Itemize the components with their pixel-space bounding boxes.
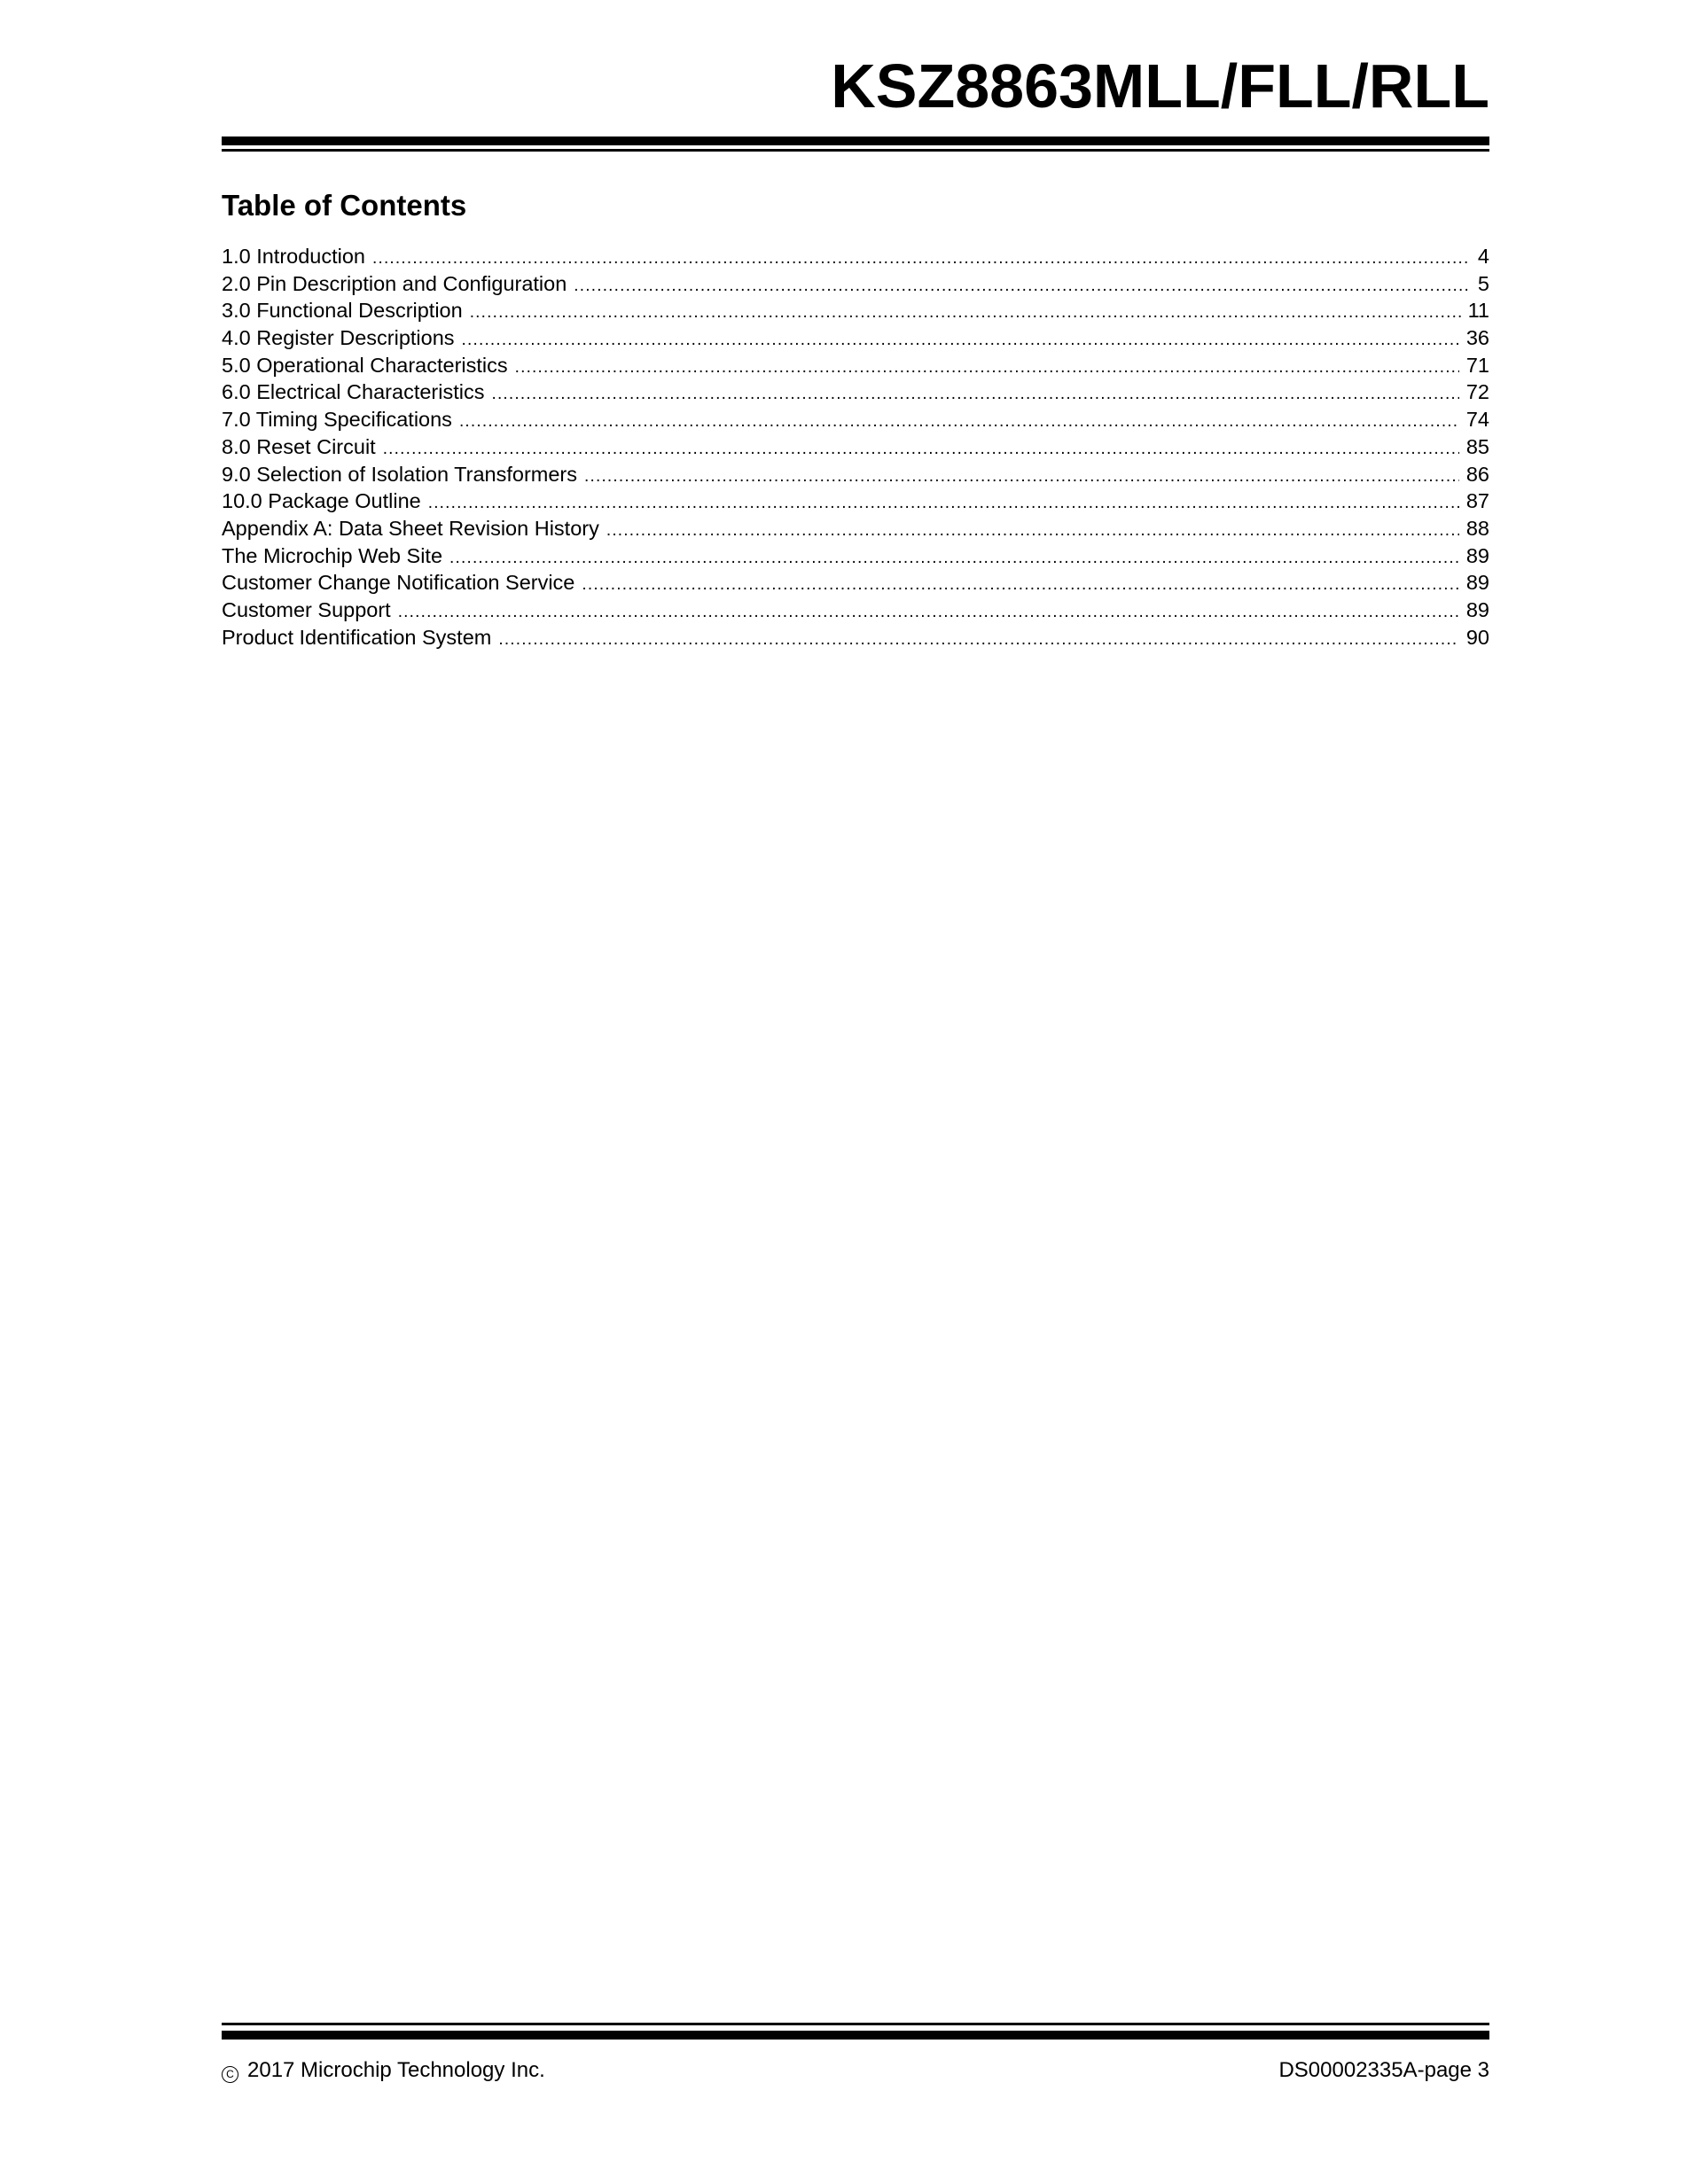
toc-leader-dots: [398, 599, 1459, 624]
toc-entry-title: 8.0 Reset Circuit: [222, 434, 376, 458]
toc-entry-page: 4: [1477, 245, 1489, 268]
toc-entry-title: Customer Change Notification Service: [222, 571, 575, 595]
toc-leader-dots: [459, 409, 1459, 433]
toc-entry-title: 5.0 Operational Characteristics: [222, 353, 508, 377]
toc-entry-page: 71: [1465, 353, 1489, 377]
toc-entry[interactable]: [222, 515, 1489, 542]
document-title: KSZ8863MLL/FLL/RLL: [831, 51, 1489, 121]
toc-entry[interactable]: [222, 243, 1489, 270]
copyright-icon: C: [222, 2066, 238, 2083]
footer-rule-thin: [222, 2023, 1489, 2025]
toc-entry-title: The Microchip Web Site: [222, 543, 443, 567]
toc-leader-dots: [449, 545, 1459, 570]
toc-leader-dots: [515, 355, 1459, 379]
header-rule-thin: [222, 149, 1489, 152]
toc-entry-page: 85: [1465, 434, 1489, 458]
toc-entry[interactable]: [222, 461, 1489, 488]
toc-entry[interactable]: [222, 433, 1489, 461]
footer-copyright-text: 2017 Microchip Technology Inc.: [247, 2058, 545, 2082]
toc-entry[interactable]: [222, 488, 1489, 515]
toc-leader-dots: [574, 273, 1471, 298]
toc-leader-dots: [582, 572, 1458, 597]
toc-entry[interactable]: [222, 270, 1489, 298]
toc-leader-dots: [584, 464, 1459, 488]
toc-entry-page: 86: [1465, 462, 1489, 486]
toc-list: [222, 243, 1489, 651]
toc-leader-dots: [470, 300, 1461, 324]
toc-entry-page: 72: [1465, 380, 1489, 404]
toc-entry-title: Customer Support: [222, 597, 391, 621]
toc-entry[interactable]: [222, 297, 1489, 324]
toc-leader-dots: [462, 327, 1459, 352]
toc-entry-page: 87: [1465, 489, 1489, 513]
toc-leader-dots: [428, 490, 1459, 515]
footer-rule-thick: [222, 2031, 1489, 2040]
toc-entry[interactable]: [222, 352, 1489, 379]
toc-entry[interactable]: [222, 378, 1489, 406]
toc-entry-title: 1.0 Introduction: [222, 245, 365, 268]
toc-leader-dots: [606, 518, 1459, 542]
toc-entry-title: Product Identification System: [222, 625, 492, 649]
toc-entry[interactable]: [222, 624, 1489, 651]
toc-entry-page: 36: [1465, 326, 1489, 350]
toc-entry[interactable]: [222, 542, 1489, 570]
footer-doc-page: DS00002335A-page 3: [1278, 2058, 1489, 2082]
toc-entry-page: 89: [1465, 543, 1489, 567]
footer-copyright: [222, 2058, 545, 2084]
toc-entry-page: 89: [1465, 571, 1489, 595]
toc-entry-title: 10.0 Package Outline: [222, 489, 421, 513]
toc-entry[interactable]: [222, 597, 1489, 624]
toc-entry-title: 4.0 Register Descriptions: [222, 326, 455, 350]
toc-entry-title: 6.0 Electrical Characteristics: [222, 380, 485, 404]
toc-entry-page: 90: [1465, 625, 1489, 649]
toc-entry-page: 89: [1465, 597, 1489, 621]
toc-entry-page: 11: [1467, 299, 1489, 323]
toc-entry-page: 74: [1465, 408, 1489, 432]
toc-entry-title: 7.0 Timing Specifications: [222, 408, 452, 432]
toc-entry[interactable]: [222, 569, 1489, 597]
toc-entry-title: 3.0 Functional Description: [222, 299, 463, 323]
header-rule-thick: [222, 136, 1489, 145]
toc-entry-page: 5: [1477, 271, 1489, 295]
toc-leader-dots: [491, 381, 1458, 406]
toc-entry[interactable]: [222, 406, 1489, 433]
toc-leader-dots: [498, 627, 1459, 651]
toc-entry-title: Appendix A: Data Sheet Revision History: [222, 516, 599, 540]
toc-leader-dots: [383, 436, 1459, 461]
toc-entry[interactable]: [222, 324, 1489, 352]
toc-heading: Table of Contents: [222, 189, 467, 222]
toc-entry-title: 2.0 Pin Description and Configuration: [222, 271, 567, 295]
toc-entry-title: 9.0 Selection of Isolation Transformers: [222, 462, 578, 486]
toc-entry-page: 88: [1465, 516, 1489, 540]
toc-leader-dots: [372, 246, 1471, 270]
